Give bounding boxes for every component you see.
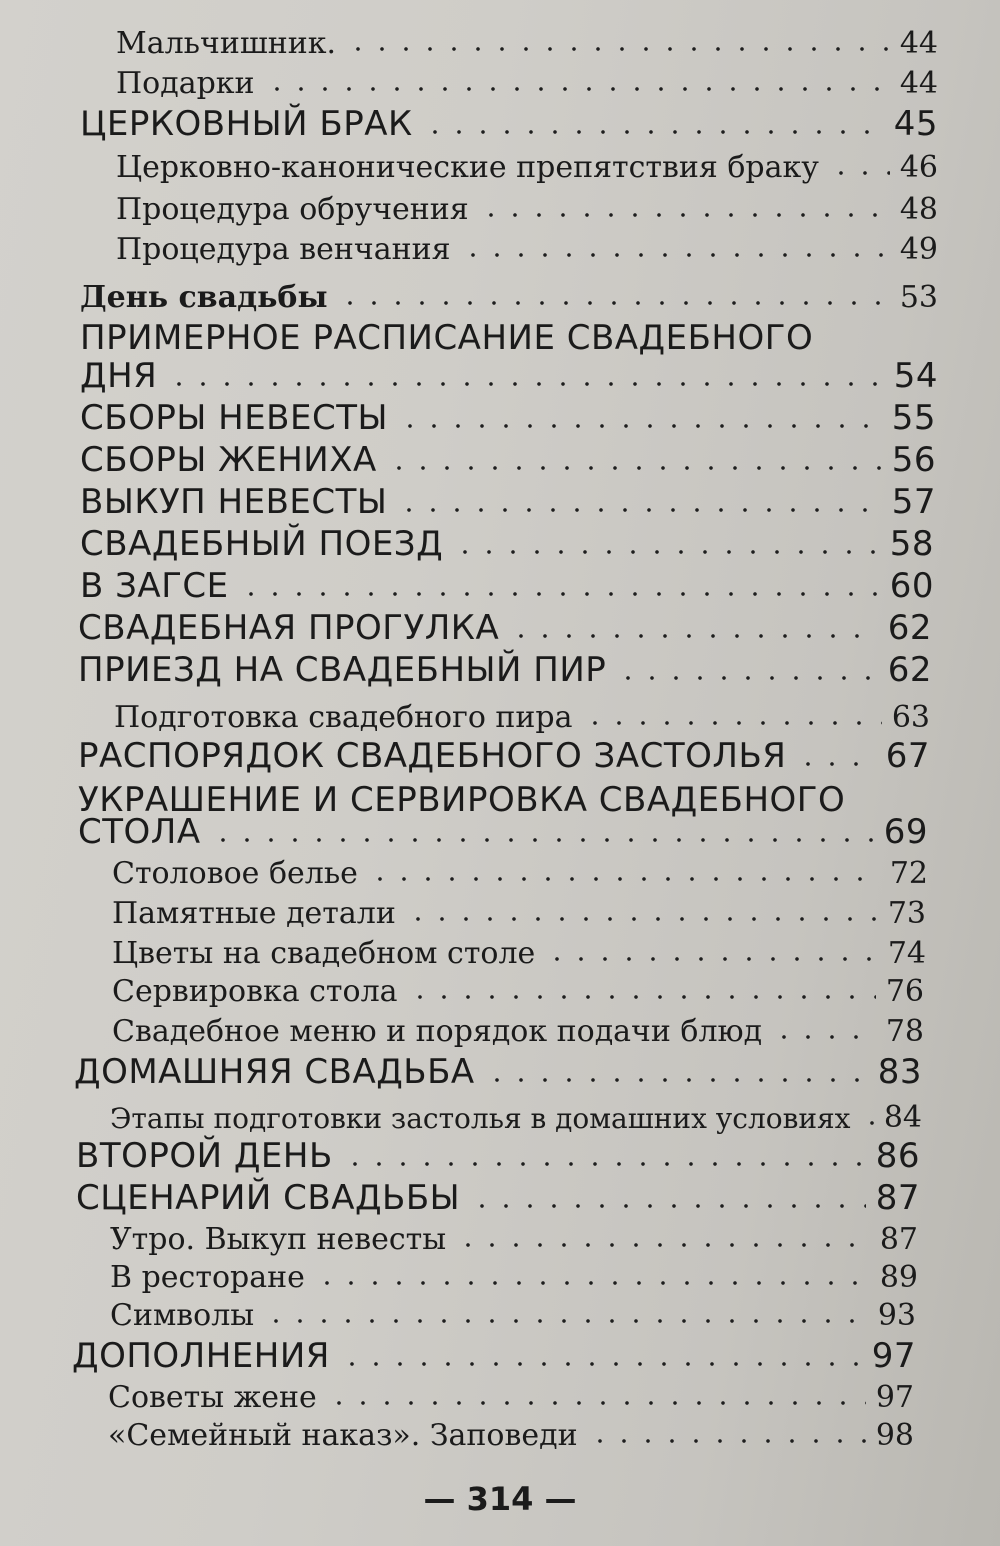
toc-entry-title: СТОЛА: [78, 812, 201, 852]
toc-entry-title: Процедура обручения: [116, 192, 469, 227]
toc-entry-title-line1: ПРИМЕРНОЕ РАСПИСАНИЕ СВАДЕБНОГО: [80, 318, 814, 358]
dot-leader: [453, 549, 880, 555]
toc-entry-title: «Семейный наказ». Заповеди: [108, 1418, 578, 1453]
toc-entry-page: 74: [887, 936, 926, 971]
toc-entry: [80, 104, 938, 144]
toc-entry: [116, 150, 938, 185]
dot-leader: [239, 591, 880, 597]
toc-entry-page: 97: [871, 1336, 916, 1376]
toc-entry: [108, 1418, 914, 1453]
toc-entry-page: 55: [891, 398, 936, 438]
toc-entry: [74, 1052, 922, 1092]
toc-entry-title: ДОПОЛНЕНИЯ: [72, 1336, 330, 1376]
dot-leader: [583, 720, 882, 726]
toc-entry-page: 44: [899, 26, 938, 61]
toc-entry: [112, 974, 924, 1009]
toc-entry-title: Памятные детали: [112, 896, 396, 931]
dot-leader: [327, 1400, 866, 1406]
toc-entry-title: Подарки: [116, 66, 255, 101]
toc-entry-page: 84: [883, 1100, 922, 1135]
toc-entry: [116, 232, 938, 267]
toc-entry-page: 63: [891, 700, 930, 735]
toc-entry-title: ПРИЕЗД НА СВАДЕБНЫЙ ПИР: [78, 650, 607, 690]
toc-entry-title: В ЗАГСЕ: [80, 566, 229, 606]
dot-leader: [796, 761, 875, 767]
dot-leader: [406, 916, 878, 922]
toc-entry-page: 49: [899, 232, 938, 267]
toc-entry: [80, 280, 938, 315]
dot-leader: [387, 465, 882, 471]
toc-entry: [112, 936, 926, 971]
dot-leader: [461, 252, 890, 258]
toc-entry-page: 93: [877, 1298, 916, 1333]
toc-entry-title: Мальчишник.: [116, 26, 336, 61]
toc-entry-page: 54: [893, 356, 938, 396]
toc-entry-page: 57: [891, 482, 936, 522]
toc-entry-title: ВЫКУП НЕВЕСТЫ: [80, 482, 388, 522]
toc-entry-title: ЦЕРКОВНЫЙ БРАК: [80, 104, 413, 144]
dot-leader: [340, 1361, 862, 1367]
toc-entry-page: 62: [887, 608, 932, 648]
dot-leader: [346, 46, 890, 52]
toc-entry-title: Символы: [110, 1298, 255, 1333]
dot-leader: [265, 86, 890, 92]
toc-entry-page: 44: [899, 66, 938, 101]
toc-entry-title: Столовое белье: [112, 856, 358, 891]
toc-entry-page: 56: [891, 440, 936, 480]
toc-entry-page: 45: [893, 104, 938, 144]
toc-entry-page: 73: [887, 896, 926, 931]
toc-entry-page: 48: [899, 192, 938, 227]
toc-entry-page: 72: [889, 856, 928, 891]
toc-entry: [112, 856, 928, 891]
toc-entry-title: ВТОРОЙ ДЕНЬ: [76, 1136, 333, 1176]
toc-entry: [78, 650, 932, 690]
toc-entry-page: 89: [879, 1260, 918, 1295]
toc-entry: [80, 566, 934, 606]
toc-entry-page: 87: [879, 1222, 918, 1257]
toc-entry: [110, 1100, 922, 1135]
dot-leader: [479, 212, 890, 218]
toc-entry-title: Процедура венчания: [116, 232, 451, 267]
toc-entry-page: 87: [875, 1178, 920, 1218]
toc-entry-title: Свадебное меню и порядок подачи блюд: [112, 1014, 763, 1049]
toc-entry: [80, 398, 936, 438]
toc-entry-title-line1: УКРАШЕНИЕ И СЕРВИРОВКА СВАДЕБНОГО: [78, 780, 846, 820]
toc-entry-page: 86: [875, 1136, 920, 1176]
dot-leader: [397, 507, 881, 513]
toc-entry: [116, 26, 938, 61]
page-number: — 314 —: [423, 1480, 577, 1518]
toc-entry-page: 69: [883, 812, 928, 852]
toc-entry-title: ДНЯ: [80, 356, 158, 396]
toc-entry-page: 58: [889, 524, 934, 564]
dot-leader: [545, 956, 878, 962]
toc-entry-page: 98: [875, 1418, 914, 1453]
toc-entry: [78, 812, 928, 852]
toc-entry: [108, 1380, 914, 1415]
dot-leader: [315, 1280, 870, 1286]
toc-entry: [80, 440, 936, 480]
toc-entry: [72, 1336, 916, 1376]
toc-entry-title: Сервировка стола: [112, 974, 398, 1009]
dot-leader: [470, 1203, 866, 1209]
toc-entry-title: Церковно-канонические препятствия браку: [116, 150, 819, 185]
toc-entry-page: 76: [885, 974, 924, 1009]
dot-leader: [167, 381, 883, 387]
toc-entry-title: СБОРЫ ЖЕНИХА: [80, 440, 377, 480]
toc-entry: [110, 1260, 918, 1295]
toc-entry-title: ДОМАШНЯЯ СВАДЬБА: [74, 1052, 475, 1092]
dot-leader: [456, 1242, 870, 1248]
toc-entry-title: В ресторане: [110, 1260, 305, 1295]
toc-entry-title: СВАДЕБНАЯ ПРОГУЛКА: [78, 608, 500, 648]
dot-leader: [772, 1034, 876, 1040]
dot-leader: [398, 423, 882, 429]
toc-entry: [114, 700, 930, 735]
dot-leader: [616, 675, 877, 681]
toc-entry-title: РАСПОРЯДОК СВАДЕБНОГО ЗАСТОЛЬЯ: [78, 736, 787, 776]
toc-entry: [78, 608, 932, 648]
toc-entry-title: СВАДЕБНЫЙ ПОЕЗД: [80, 524, 444, 564]
dot-leader: [829, 170, 890, 176]
toc-entry: [80, 524, 934, 564]
toc-entry: [116, 192, 938, 227]
dot-leader: [509, 633, 878, 639]
toc-entry: [110, 1298, 916, 1333]
toc-entry: [78, 736, 930, 776]
toc-entry-title: День свадьбы: [80, 280, 328, 315]
toc-entry: [110, 1222, 918, 1257]
toc-entry-page: 67: [885, 736, 930, 776]
toc-entry-title: СБОРЫ НЕВЕСТЫ: [80, 398, 389, 438]
toc-entry: [112, 1014, 924, 1049]
toc-entry: [116, 66, 938, 101]
toc-entry-page: 60: [889, 566, 934, 606]
toc-entry-title: Подготовка свадебного пира: [114, 700, 573, 735]
toc-entry-title: СЦЕНАРИЙ СВАДЬБЫ: [76, 1178, 461, 1218]
dot-leader: [423, 129, 884, 135]
toc-entry: [76, 1136, 920, 1176]
toc-entry-page: 53: [899, 280, 938, 315]
toc-entry-page: 97: [875, 1380, 914, 1415]
toc-entry: [80, 482, 936, 522]
dot-leader: [211, 837, 874, 843]
toc-entry-page: 46: [899, 150, 938, 185]
toc-entry-title: Цветы на свадебном столе: [112, 936, 536, 971]
dot-leader: [408, 994, 876, 1000]
dot-leader: [860, 1120, 873, 1126]
toc-entry: [76, 1178, 920, 1218]
dot-leader: [264, 1318, 868, 1324]
toc-entry: [112, 896, 926, 931]
toc-entry-title: Утро. Выкуп невесты: [110, 1222, 447, 1257]
toc-entry-page: 62: [887, 650, 932, 690]
toc-entry-page: 78: [885, 1014, 924, 1049]
dot-leader: [338, 300, 890, 306]
dot-leader: [485, 1077, 868, 1083]
toc-entry-title: Этапы подготовки застолья в домашних условиях: [110, 1102, 851, 1135]
dot-leader: [368, 876, 880, 882]
toc-entry: [80, 356, 938, 396]
dot-leader: [588, 1438, 866, 1444]
toc-entry-title: Советы жене: [108, 1380, 317, 1415]
toc-entry-page: 83: [877, 1052, 922, 1092]
dot-leader: [343, 1161, 866, 1167]
